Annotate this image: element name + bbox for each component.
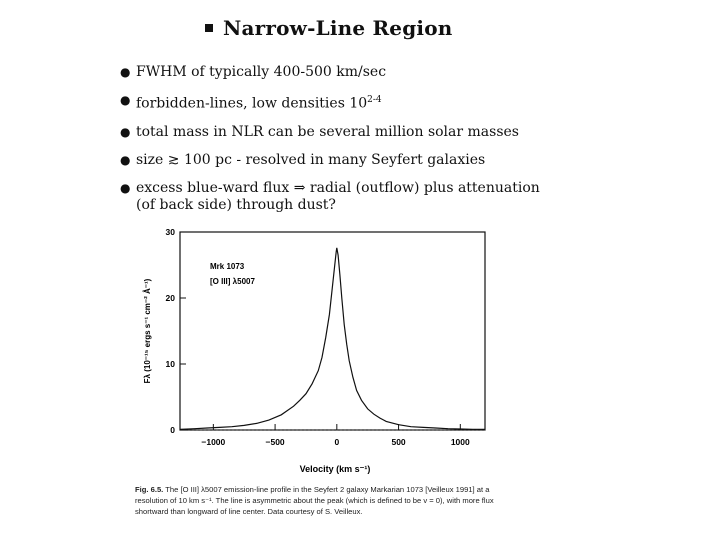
bullet-dot-icon: ● — [120, 152, 131, 167]
bullet-item — [120, 180, 550, 214]
y-axis-label: Fλ (10⁻¹⁵ ergs s⁻¹ cm⁻² Å⁻¹) — [143, 278, 152, 384]
x-tick-label: −1000 — [201, 437, 226, 447]
figure-caption-label: Fig. 6.5. — [135, 485, 164, 494]
x-tick-label: 0 — [334, 437, 340, 447]
emission-line-chart — [135, 222, 500, 480]
annotation-object: Mrk 1073 — [210, 262, 245, 271]
bullet-dot-icon: ● — [120, 65, 131, 79]
bullet-text: excess blue-ward flux ⇒ radial (outflow) plus attenuation (of back side) through dust? — [136, 179, 540, 213]
bullet-item — [120, 124, 550, 141]
square-bullet-icon — [205, 24, 213, 32]
bullet-text: size ≳ 100 pc - resolved in many Seyfert galaxies — [136, 151, 486, 168]
bullet-text: total mass in NLR can be several million solar masses — [136, 123, 519, 140]
x-tick-label: 500 — [391, 437, 406, 447]
figure-caption-text: The [O III] λ5007 emission-line profile in the Seyfert 2 galaxy Markarian 1073 [Veilleux 1991] at a resolution of 10 km s⁻¹. The line is asymmetric about the peak (which is defined to be v = 0), with more flux shortward than longward of line center. Data courtesy of S. Veilleux. — [135, 485, 494, 516]
x-tick-label: −500 — [265, 437, 285, 447]
y-tick-label: 0 — [170, 425, 175, 435]
bullet-dot-icon: ● — [120, 93, 131, 107]
bullet-dot-icon: ● — [120, 180, 131, 195]
figure-caption — [135, 484, 500, 517]
annotation-line: [O III] λ5007 — [210, 277, 255, 286]
slide-title-text: Narrow-Line Region — [223, 16, 453, 40]
y-tick-label: 10 — [165, 359, 175, 369]
bullet-text: FWHM of typically 400-500 km/sec — [136, 64, 387, 80]
y-tick-label: 20 — [165, 293, 175, 303]
x-tick-label: 1000 — [450, 437, 470, 447]
bullet-superscript: 2-4 — [367, 95, 382, 105]
y-tick-label: 30 — [165, 227, 175, 237]
bullet-list — [120, 64, 550, 225]
bullet-dot-icon: ● — [120, 124, 131, 139]
bullet-item — [120, 92, 550, 113]
bullet-item — [120, 64, 550, 81]
x-axis-label: Velocity (km s⁻¹) — [299, 464, 371, 474]
slide-title — [205, 16, 452, 40]
bullet-text: forbidden-lines, low densities 10$^{2-4}$ — [136, 95, 382, 112]
bullet-item — [120, 152, 550, 169]
series-line-oiii-profile — [180, 248, 485, 429]
